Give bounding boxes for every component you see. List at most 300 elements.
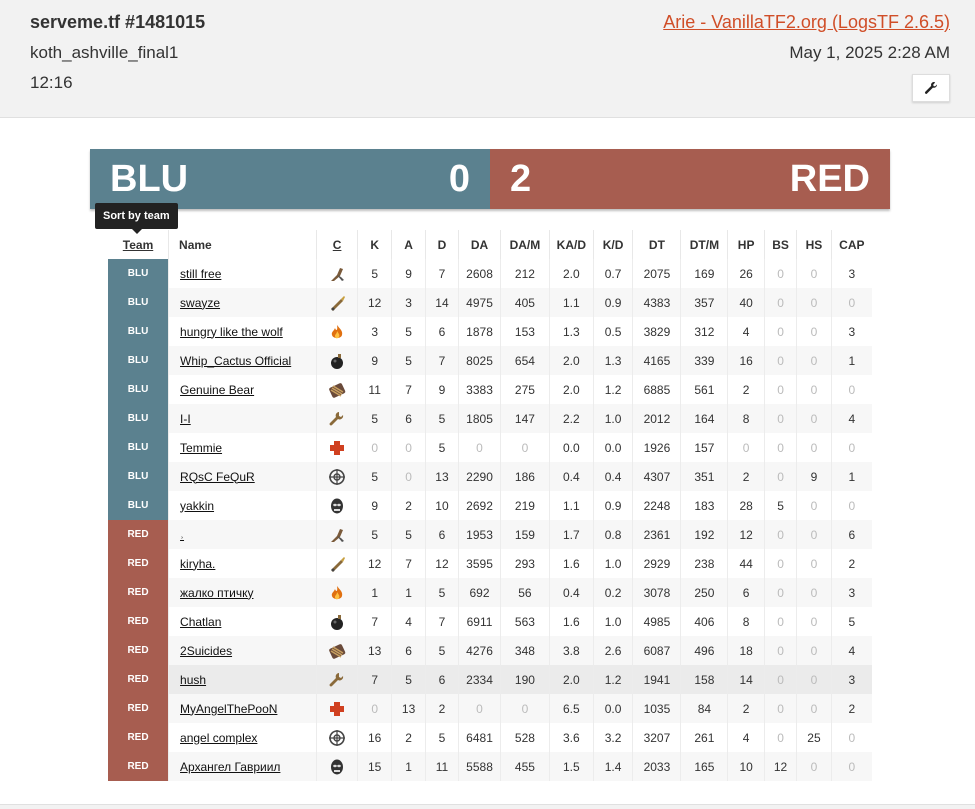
player-name-link[interactable]: yakkin <box>180 498 215 513</box>
player-name-link[interactable]: Chatlan <box>180 614 222 629</box>
backstabs-cell: 0 <box>764 404 796 433</box>
headshots-cell: 0 <box>797 665 831 694</box>
damage-cell: 0 <box>459 433 501 462</box>
damage-per-min-cell: 293 <box>500 549 549 578</box>
name-cell <box>169 578 317 607</box>
medic-icon <box>328 439 346 457</box>
scoreboard <box>90 149 890 209</box>
health-packs-cell: 6 <box>728 578 765 607</box>
backstabs-cell: 0 <box>764 578 796 607</box>
headshots-cell: 0 <box>797 346 831 375</box>
damage-per-min-cell: 275 <box>500 375 549 404</box>
health-packs-cell: 2 <box>728 694 765 723</box>
headshots-cell: 0 <box>797 404 831 433</box>
player-name-link[interactable]: Genuine Bear <box>180 382 255 397</box>
damage-per-min-cell: 348 <box>500 636 549 665</box>
health-packs-cell: 4 <box>728 723 765 752</box>
kad-cell: 3.8 <box>549 636 593 665</box>
class-cell <box>317 665 358 694</box>
kills-cell: 9 <box>357 346 391 375</box>
player-name-link[interactable]: kiryha. <box>180 556 216 571</box>
damage-per-min-cell: 654 <box>500 346 549 375</box>
kills-cell: 3 <box>357 317 391 346</box>
table-row <box>108 723 872 752</box>
player-name-link[interactable]: still free <box>180 266 222 281</box>
settings-button[interactable] <box>912 74 950 102</box>
damage-taken-cell: 1926 <box>633 433 681 462</box>
deaths-cell: 5 <box>425 433 458 462</box>
table-row <box>108 433 872 462</box>
assists-cell: 4 <box>392 607 425 636</box>
kad-cell: 1.3 <box>549 317 593 346</box>
kd-cell: 0.8 <box>593 520 633 549</box>
table-row <box>108 404 872 433</box>
demoman-icon <box>328 613 346 631</box>
assists-cell: 1 <box>392 578 425 607</box>
damage-cell: 3383 <box>459 375 501 404</box>
kills-cell: 5 <box>357 404 391 433</box>
health-packs-cell: 4 <box>728 317 765 346</box>
player-name-link[interactable]: жалко птичку <box>180 585 254 600</box>
damage-cell: 6911 <box>459 607 501 636</box>
damage-taken-per-min-cell: 192 <box>681 520 728 549</box>
headshots-cell: 0 <box>797 636 831 665</box>
damage-taken-cell: 4165 <box>633 346 681 375</box>
name-cell <box>169 259 317 288</box>
damage-cell: 1878 <box>459 317 501 346</box>
red-team-name: RED <box>789 158 870 200</box>
captures-cell: 0 <box>831 375 872 404</box>
table-row <box>108 462 872 491</box>
kd-cell: 1.0 <box>593 404 633 433</box>
table-row <box>108 665 872 694</box>
backstabs-cell: 0 <box>764 433 796 462</box>
name-cell <box>169 433 317 462</box>
damage-taken-cell: 3207 <box>633 723 681 752</box>
damage-per-min-cell: 528 <box>500 723 549 752</box>
name-cell <box>169 288 317 317</box>
backstabs-cell: 12 <box>764 752 796 781</box>
team-cell: BLU <box>108 433 169 462</box>
team-cell: BLU <box>108 491 169 520</box>
team-cell: RED <box>108 607 169 636</box>
damage-taken-cell: 4307 <box>633 462 681 491</box>
table-row <box>108 694 872 723</box>
damage-cell: 8025 <box>459 346 501 375</box>
damage-taken-per-min-cell: 165 <box>681 752 728 781</box>
kills-cell: 12 <box>357 288 391 317</box>
damage-taken-cell: 2248 <box>633 491 681 520</box>
kad-cell: 6.5 <box>549 694 593 723</box>
kd-cell: 1.4 <box>593 752 633 781</box>
scout-icon <box>328 265 346 283</box>
damage-cell: 692 <box>459 578 501 607</box>
class-cell <box>317 433 358 462</box>
class-cell <box>317 636 358 665</box>
name-cell <box>169 346 317 375</box>
damage-taken-cell: 4383 <box>633 288 681 317</box>
damage-taken-per-min-cell: 238 <box>681 549 728 578</box>
headshots-cell: 0 <box>797 433 831 462</box>
damage-taken-per-min-cell: 312 <box>681 317 728 346</box>
log-meta <box>663 11 950 64</box>
player-name-link[interactable]: Temmie <box>180 440 223 455</box>
team-cell: RED <box>108 636 169 665</box>
player-name-link[interactable]: Архангел Гавриил <box>180 759 281 774</box>
damage-taken-cell: 6087 <box>633 636 681 665</box>
captures-cell: 6 <box>831 520 872 549</box>
team-cell: BLU <box>108 288 169 317</box>
kd-cell: 0.9 <box>593 491 633 520</box>
team-cell: BLU <box>108 259 169 288</box>
kills-cell: 11 <box>357 375 391 404</box>
kd-cell: 0.0 <box>593 433 633 462</box>
heavy-icon <box>328 381 346 399</box>
headshots-cell: 0 <box>797 375 831 404</box>
class-cell <box>317 404 358 433</box>
deaths-cell: 14 <box>425 288 458 317</box>
damage-taken-cell: 2033 <box>633 752 681 781</box>
class-cell <box>317 723 358 752</box>
assists-cell: 5 <box>392 317 425 346</box>
damage-taken-cell: 2361 <box>633 520 681 549</box>
deaths-cell: 7 <box>425 259 458 288</box>
log-header <box>0 0 975 118</box>
health-packs-cell: 2 <box>728 375 765 404</box>
log-date: May 1, 2025 2:28 AM <box>789 43 950 62</box>
medic-icon <box>328 700 346 718</box>
damage-taken-per-min-cell: 164 <box>681 404 728 433</box>
deaths-cell: 9 <box>425 375 458 404</box>
name-cell <box>169 317 317 346</box>
damage-per-min-cell: 405 <box>500 288 549 317</box>
kd-cell: 1.0 <box>593 607 633 636</box>
team-cell: BLU <box>108 346 169 375</box>
player-name-link[interactable]: MyAngelThePooN <box>180 701 278 716</box>
kad-cell: 0.4 <box>549 578 593 607</box>
kd-cell: 1.2 <box>593 375 633 404</box>
kills-cell: 13 <box>357 636 391 665</box>
kills-cell: 12 <box>357 549 391 578</box>
player-name-link[interactable]: angel complex <box>180 730 258 745</box>
assists-cell: 2 <box>392 723 425 752</box>
pyro-icon <box>328 323 346 341</box>
damage-cell: 2608 <box>459 259 501 288</box>
class-cell <box>317 520 358 549</box>
table-row <box>108 375 872 404</box>
player-name-link[interactable]: hungry like the wolf <box>180 324 283 339</box>
player-name-link[interactable]: RQsC FeQuR <box>180 469 255 484</box>
col-name[interactable]: Name <box>169 230 317 259</box>
kills-cell: 7 <box>357 607 391 636</box>
deaths-cell: 12 <box>425 549 458 578</box>
assists-cell: 13 <box>392 694 425 723</box>
damage-taken-per-min-cell: 351 <box>681 462 728 491</box>
col-backstabs[interactable]: BS <box>764 230 796 259</box>
damage-per-min-cell: 0 <box>500 433 549 462</box>
name-cell <box>169 636 317 665</box>
player-name-link[interactable]: 2Suicides <box>180 643 233 658</box>
damage-taken-per-min-cell: 157 <box>681 433 728 462</box>
name-cell <box>169 491 317 520</box>
health-packs-cell: 8 <box>728 607 765 636</box>
col-kad[interactable]: KA/D <box>549 230 593 259</box>
team-cell: BLU <box>108 375 169 404</box>
red-score-panel <box>490 149 890 209</box>
headshots-cell: 0 <box>797 317 831 346</box>
kad-cell: 1.5 <box>549 752 593 781</box>
headshots-cell: 0 <box>797 578 831 607</box>
wrench-icon <box>924 81 938 95</box>
player-stats-table <box>108 230 872 781</box>
uploader-link[interactable]: Arie - VanillaTF2.org (LogsTF 2.6.5) <box>663 12 950 32</box>
assists-cell: 7 <box>392 375 425 404</box>
kills-cell: 5 <box>357 462 391 491</box>
backstabs-cell: 0 <box>764 665 796 694</box>
backstabs-cell: 0 <box>764 375 796 404</box>
deaths-cell: 11 <box>425 752 458 781</box>
heavy-icon <box>328 642 346 660</box>
assists-cell: 3 <box>392 288 425 317</box>
match-duration: 12:16 <box>30 73 73 92</box>
damage-per-min-cell: 455 <box>500 752 549 781</box>
kad-cell: 1.1 <box>549 491 593 520</box>
health-packs-cell: 44 <box>728 549 765 578</box>
col-damage[interactable]: DA <box>459 230 501 259</box>
backstabs-cell: 0 <box>764 462 796 491</box>
kad-cell: 1.1 <box>549 288 593 317</box>
class-cell <box>317 288 358 317</box>
captures-cell: 2 <box>831 549 872 578</box>
deaths-cell: 6 <box>425 520 458 549</box>
player-name-link[interactable]: ˒ <box>180 527 185 542</box>
assists-cell: 0 <box>392 433 425 462</box>
class-cell <box>317 491 358 520</box>
table-row <box>108 288 872 317</box>
col-health-packs[interactable]: HP <box>728 230 765 259</box>
damage-per-min-cell: 56 <box>500 578 549 607</box>
kad-cell: 1.7 <box>549 520 593 549</box>
player-name-link[interactable]: Whip_Cactus Official <box>180 353 292 368</box>
damage-taken-per-min-cell: 84 <box>681 694 728 723</box>
deaths-cell: 6 <box>425 317 458 346</box>
team-cell: RED <box>108 752 169 781</box>
kd-cell: 0.7 <box>593 259 633 288</box>
class-cell <box>317 346 358 375</box>
deaths-cell: 7 <box>425 607 458 636</box>
damage-taken-cell: 2075 <box>633 259 681 288</box>
headshots-cell: 9 <box>797 462 831 491</box>
kills-cell: 1 <box>357 578 391 607</box>
table-row <box>108 491 872 520</box>
col-kills[interactable]: K <box>357 230 391 259</box>
col-deaths[interactable]: D <box>425 230 458 259</box>
kad-cell: 2.0 <box>549 375 593 404</box>
kd-cell: 0.4 <box>593 462 633 491</box>
table-row <box>108 607 872 636</box>
damage-taken-per-min-cell: 496 <box>681 636 728 665</box>
damage-per-min-cell: 563 <box>500 607 549 636</box>
col-damage-taken[interactable]: DT <box>633 230 681 259</box>
captures-cell: 1 <box>831 346 872 375</box>
health-packs-cell: 26 <box>728 259 765 288</box>
captures-cell: 0 <box>831 752 872 781</box>
captures-cell: 0 <box>831 433 872 462</box>
kills-cell: 0 <box>357 694 391 723</box>
captures-cell: 3 <box>831 317 872 346</box>
captures-cell: 3 <box>831 259 872 288</box>
damage-per-min-cell: 219 <box>500 491 549 520</box>
damage-per-min-cell: 212 <box>500 259 549 288</box>
headshots-cell: 0 <box>797 288 831 317</box>
captures-cell: 0 <box>831 491 872 520</box>
damage-taken-per-min-cell: 339 <box>681 346 728 375</box>
col-damage-per-min[interactable]: DA/M <box>500 230 549 259</box>
col-class-label: C <box>332 237 342 252</box>
soldier-icon <box>328 294 346 312</box>
table-row <box>108 549 872 578</box>
health-packs-cell: 8 <box>728 404 765 433</box>
player-name-link[interactable]: I-I <box>180 411 191 426</box>
health-packs-cell: 28 <box>728 491 765 520</box>
team-cell: RED <box>108 694 169 723</box>
col-assists[interactable]: A <box>392 230 425 259</box>
col-captures[interactable]: CAP <box>839 237 865 252</box>
kills-cell: 7 <box>357 665 391 694</box>
assists-cell: 2 <box>392 491 425 520</box>
backstabs-cell: 0 <box>764 694 796 723</box>
backstabs-cell: 0 <box>764 723 796 752</box>
damage-cell: 4975 <box>459 288 501 317</box>
headshots-cell: 0 <box>797 491 831 520</box>
assists-cell: 5 <box>392 520 425 549</box>
team-cell: RED <box>108 549 169 578</box>
captures-cell: 4 <box>831 404 872 433</box>
name-cell <box>169 462 317 491</box>
kad-cell: 3.6 <box>549 723 593 752</box>
player-name-link[interactable]: swayze <box>180 295 221 310</box>
name-cell <box>169 665 317 694</box>
name-cell <box>169 375 317 404</box>
blu-score-panel <box>90 149 490 209</box>
kills-cell: 9 <box>357 491 391 520</box>
assists-cell: 0 <box>392 462 425 491</box>
damage-per-min-cell: 0 <box>500 694 549 723</box>
kad-cell: 2.0 <box>549 346 593 375</box>
damage-taken-cell: 4985 <box>633 607 681 636</box>
sort-tooltip: Sort by team <box>95 203 178 229</box>
assists-cell: 1 <box>392 752 425 781</box>
class-cell <box>317 607 358 636</box>
kad-cell: 2.2 <box>549 404 593 433</box>
kd-cell: 3.2 <box>593 723 633 752</box>
table-row <box>108 346 872 375</box>
table-row <box>108 317 872 346</box>
kd-cell: 1.2 <box>593 665 633 694</box>
health-packs-cell: 10 <box>728 752 765 781</box>
captures-cell: 0 <box>831 723 872 752</box>
pyro-icon <box>328 584 346 602</box>
damage-taken-cell: 2012 <box>633 404 681 433</box>
damage-taken-cell: 6885 <box>633 375 681 404</box>
name-cell <box>169 549 317 578</box>
damage-per-min-cell: 186 <box>500 462 549 491</box>
damage-taken-per-min-cell: 357 <box>681 288 728 317</box>
kd-cell: 0.2 <box>593 578 633 607</box>
sniper-icon <box>328 729 346 747</box>
backstabs-cell: 0 <box>764 288 796 317</box>
health-packs-cell: 40 <box>728 288 765 317</box>
headshots-cell: 0 <box>797 607 831 636</box>
headshots-cell: 0 <box>797 549 831 578</box>
headshots-cell: 0 <box>797 752 831 781</box>
damage-per-min-cell: 159 <box>500 520 549 549</box>
kad-cell: 2.0 <box>549 665 593 694</box>
damage-taken-per-min-cell: 261 <box>681 723 728 752</box>
assists-cell: 7 <box>392 549 425 578</box>
table-row <box>108 520 872 549</box>
table-row <box>108 636 872 665</box>
kills-cell: 16 <box>357 723 391 752</box>
damage-taken-cell: 2929 <box>633 549 681 578</box>
class-cell <box>317 578 358 607</box>
damage-cell: 2290 <box>459 462 501 491</box>
table-row <box>108 259 872 288</box>
damage-taken-per-min-cell: 250 <box>681 578 728 607</box>
col-team[interactable] <box>108 230 169 259</box>
col-team-label: Team <box>122 237 154 252</box>
blu-team-name: BLU <box>110 158 189 200</box>
headshots-cell: 0 <box>797 694 831 723</box>
backstabs-cell: 0 <box>764 346 796 375</box>
col-headshots[interactable]: HS <box>797 230 831 259</box>
kad-cell: 1.6 <box>549 549 593 578</box>
col-kd[interactable]: K/D <box>593 230 633 259</box>
team-cell: RED <box>108 520 169 549</box>
headshots-cell: 25 <box>797 723 831 752</box>
kd-cell: 1.0 <box>593 549 633 578</box>
captures-cell: 4 <box>831 636 872 665</box>
soldier-icon <box>328 555 346 573</box>
spy-icon <box>328 497 346 515</box>
col-class[interactable] <box>317 230 358 259</box>
col-damage-taken-per-min[interactable]: DT/M <box>681 230 728 259</box>
assists-cell: 6 <box>392 404 425 433</box>
damage-cell: 3595 <box>459 549 501 578</box>
class-cell <box>317 259 358 288</box>
name-cell <box>169 694 317 723</box>
damage-taken-cell: 1941 <box>633 665 681 694</box>
damage-cell: 1805 <box>459 404 501 433</box>
backstabs-cell: 5 <box>764 491 796 520</box>
damage-cell: 2334 <box>459 665 501 694</box>
deaths-cell: 6 <box>425 665 458 694</box>
class-cell <box>317 317 358 346</box>
damage-taken-per-min-cell: 183 <box>681 491 728 520</box>
team-cell: BLU <box>108 404 169 433</box>
player-name-link[interactable]: hush <box>180 672 207 687</box>
log-info <box>30 11 205 94</box>
captures-cell: 1 <box>831 462 872 491</box>
deaths-cell: 7 <box>425 346 458 375</box>
kills-cell: 5 <box>357 259 391 288</box>
assists-cell: 9 <box>392 259 425 288</box>
headshots-cell: 0 <box>797 520 831 549</box>
captures-cell: 2 <box>831 694 872 723</box>
health-packs-cell: 0 <box>728 433 765 462</box>
assists-cell: 5 <box>392 665 425 694</box>
team-cell: RED <box>108 578 169 607</box>
